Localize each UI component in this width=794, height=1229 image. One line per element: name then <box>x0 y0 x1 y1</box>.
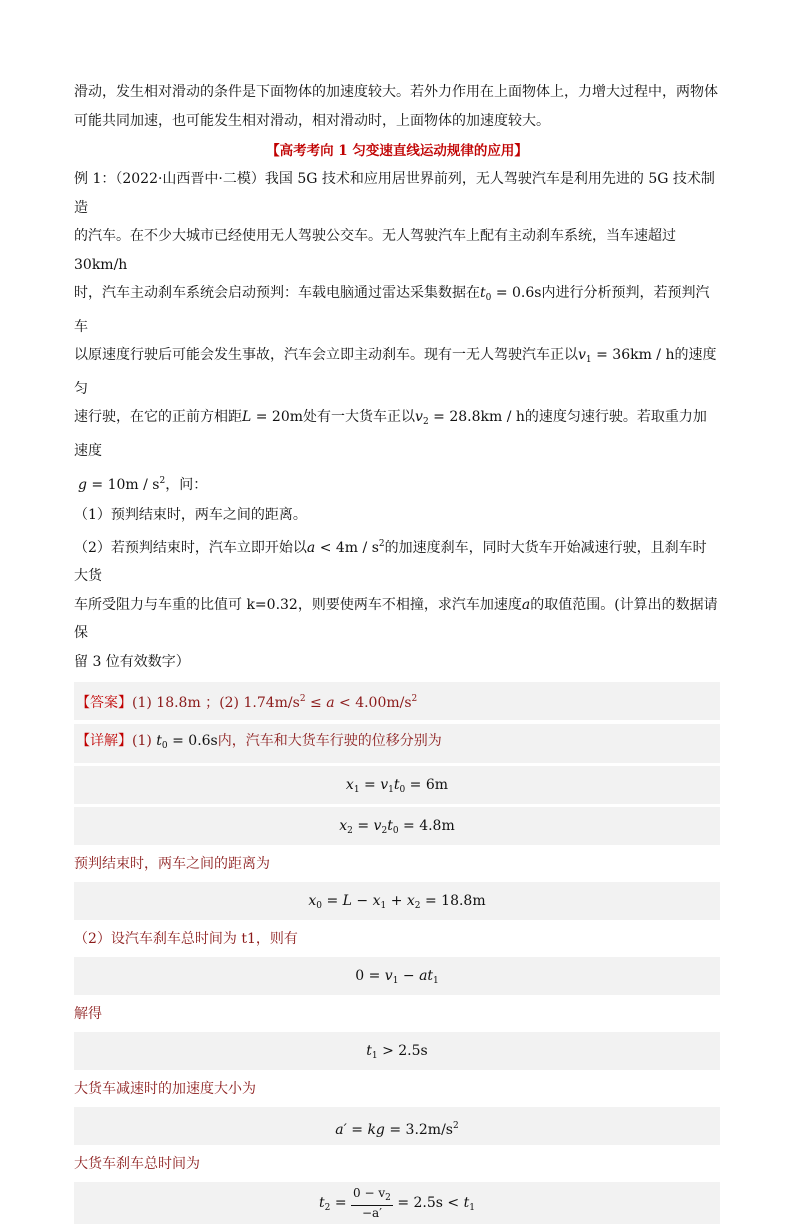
label-truck-accel: 大货车减速时的加速度大小为 <box>74 1081 256 1097</box>
formula-brake: $0 = v_1 - at_1$ <box>74 957 720 995</box>
label-solve: 解得 <box>74 1006 102 1022</box>
question-2-line-1: （2）若预判结束时，汽车立即开始以$a < 4m / s^2$的加速度刹车，同时大货车开始减速行驶，且刹车时大货 <box>74 538 707 584</box>
label-brake-time: （2）设汽车刹车总时间为 t1，则有 <box>74 931 298 947</box>
formula-a-prime: a′ = kg = $3.2m/s^2$ <box>74 1107 720 1145</box>
answer-row: 【答案】(1) 18.8m ；(2) $1.74m/s^2 \le a < 4.00m/s^2$ <box>74 682 720 720</box>
detail-tag: 【详解】 <box>76 733 132 749</box>
detail-row: 【详解】(1) $t_0 = 0.6s$内，汽车和大货车行驶的位移分别为 <box>74 724 720 763</box>
example-line-6: $g = 10m / s^2$，问： <box>78 476 208 493</box>
example-line-4: 以原速度行驶后可能会发生事故，汽车会立即主动刹车。现有一无人驾驶汽车正以$v_1 = 36km / h$的速度匀 <box>74 347 717 397</box>
example-problem <box>74 165 720 501</box>
question-2-line-2: 车所受阻力与车重的比值可 k=0.32，则要使两车不相撞，求汽车加速度a的取值范围。(计算出的数据请保 <box>74 596 718 641</box>
formula-x1: $x_1 = v_1t_0 = 6m$ <box>74 766 720 804</box>
section-heading: 【高考考向 1 匀变速直线运动规律的应用】 <box>266 143 528 159</box>
intro-line-2: 可能共同加速，也可能发生相对滑动，相对滑动时，上面物体的加速度较大。 <box>74 112 550 129</box>
answer-tag: 【答案】 <box>76 695 132 711</box>
question-2-line-3: 留 3 位有效数字） <box>74 653 190 670</box>
formula-x2: $x_2 = v_2t_0 = 4.8m$ <box>74 807 720 845</box>
example-line-1: 例 1：（2022·山西晋中·二模）我国 5G 技术和应用居世界前列，无人驾驶汽车是利用先进的 5G 技术制造 <box>74 171 715 216</box>
example-line-3: 时，汽车主动刹车系统会启动预判：车载电脑通过雷达采集数据在$t_0 = 0.6s$内进行分析预判，若预判汽车 <box>74 285 710 335</box>
intro-line-1: 滑动，发生相对滑动的条件是下面物体的加速度较大。若外力作用在上面物体上，力增大过程中，两物体 <box>74 84 718 100</box>
document-page <box>74 78 720 1224</box>
example-line-5: 速行驶，在它的正前方相距L = 20m处有一大货车正以$v_2 = 28.8km / h$的速度匀速行驶。若取重力加速度 <box>74 409 707 459</box>
question-1: （1）预判结束时，两车之间的距离。 <box>74 507 307 523</box>
formula-t2: $t_2$ = $\frac{0 - v_2}{-a'}$ = $2.5s < t_1$ <box>74 1182 720 1224</box>
label-truck-time: 大货车刹车总时间为 <box>74 1156 200 1172</box>
fraction: $\frac{0 - v_2}{-a'}$ <box>353 1186 391 1220</box>
example-line-2: 的汽车。在不少大城市已经使用无人驾驶公交车。无人驾驶汽车上配有主动刹车系统，当车速超过 30km/h <box>74 228 676 273</box>
formula-t1: $t_1 > 2.5s$ <box>74 1032 720 1070</box>
label-distance: 预判结束时，两车之间的距离为 <box>74 856 270 872</box>
formula-x0: $x_0 = L - x_1 + x_2 = 18.8m$ <box>74 882 720 920</box>
